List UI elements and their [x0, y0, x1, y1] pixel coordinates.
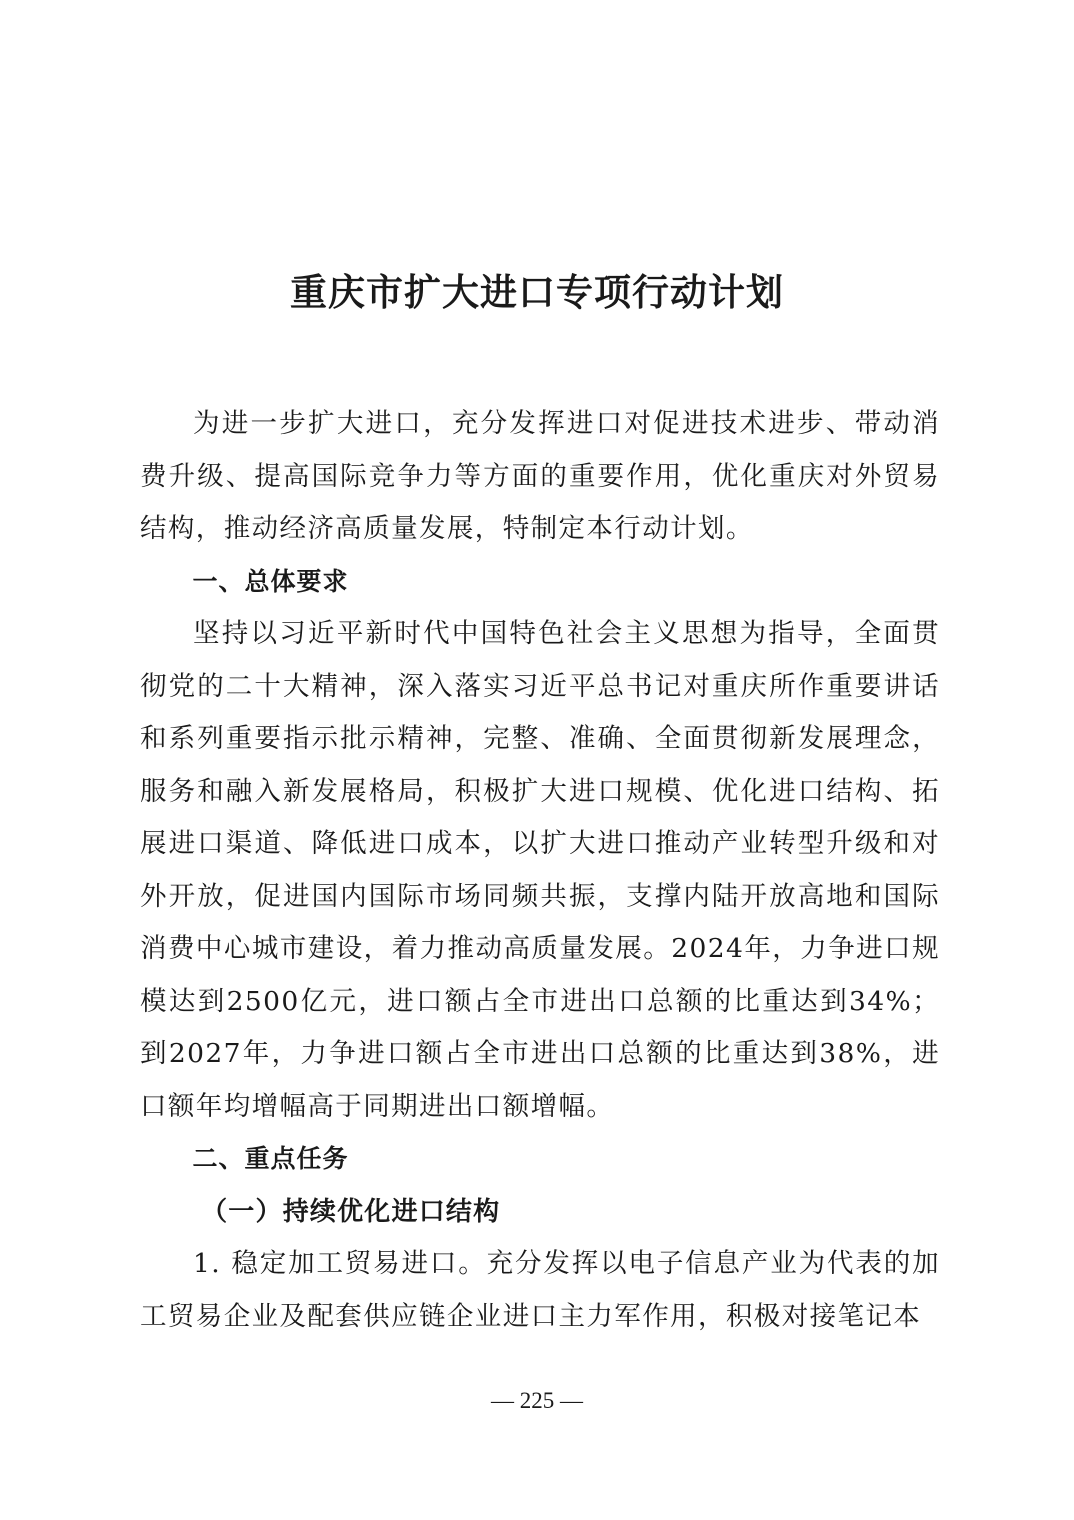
page-number: — 225 — — [491, 1388, 583, 1413]
task-item-1-paragraph: 1. 稳定加工贸易进口。充分发挥以电子信息产业为代表的加工贸易企业及配套供应链企业进口主力军作用，积极对接笔记本 — [140, 1248, 940, 1332]
subsection-heading-import-structure: （一）持续优化进口结构 — [201, 1196, 501, 1227]
section-heading-general-requirements: 一、总体要求 — [192, 566, 349, 596]
document-body — [140, 398, 940, 1343]
document-title: 重庆市扩大进口专项行动计划 — [290, 270, 784, 314]
intro-paragraph: 为进一步扩大进口，充分发挥进口对促进技术进步、带动消费升级、提高国际竞争力等方面的重要作用，优化重庆对外贸易结构，推动经济高质量发展，特制定本行动计划。 — [140, 408, 940, 544]
general-requirements-paragraph: 坚持以习近平新时代中国特色社会主义思想为指导，全面贯彻党的二十大精神，深入落实习近平总书记对重庆所作重要讲话和系列重要指示批示精神，完整、准确、全面贯彻新发展理念，服务和融入新发展格局，积极扩大进口规模、优化进口结构、拓展进口渠道、降低进口成本，以扩大进口推动产业转型升级和对外开放，促进国内国际市场同频共振，支撑内陆开放高地和国际消费中心城市建设，着力推动高质量发展。2024年，力争进口规模达到2500亿元，进口额占全市进出口总额的比重达到34%；到2027年，力争进口额占全市进出口总额的比重达到38%，进口额年均增幅高于同期进出口额增幅。 — [140, 618, 940, 1122]
section-heading-key-tasks: 二、重点任务 — [192, 1144, 349, 1173]
